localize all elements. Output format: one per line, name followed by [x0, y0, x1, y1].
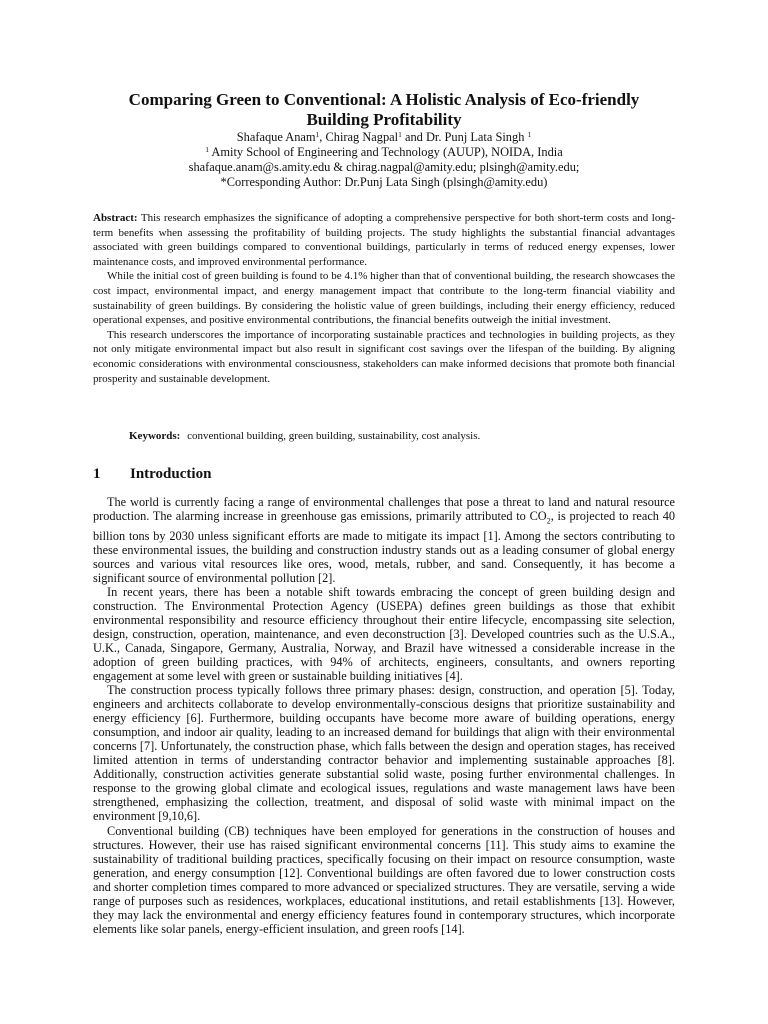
subscript: 2: [546, 516, 551, 526]
section-heading: [93, 465, 211, 483]
abstract-block: [93, 211, 675, 386]
body-paragraph: In recent years, there has been a notable shift towards embracing the concept of green building design and construction. The Environmental Protection Agency (USEPA) defines green buildings as those that exhibit environmental responsibility and resource efficiency throughout their entire lifecycle, encompassing site selection, design, construction, operation, maintenance, and even deconstruction [3]. Developed countries such as the U.S.A., U.K., Canada, Singapore, Germany, Australia, Norway, and Brazil have witnessed a considerable increase in the adoption of green building practices, with 94% of architects, engineers, consultants, and owners reporting engagement at some level with green or sustainable building initiatives [4].: [93, 584, 675, 684]
paper-title: [96, 90, 672, 130]
author-separator: and: [401, 130, 426, 144]
affiliation-text: Amity School of Engineering and Technology (AUUP), NOIDA, India: [209, 145, 563, 159]
introduction-body: [93, 495, 675, 936]
body-text: , is projected to reach 40 billion tons by 2030 unless significant efforts are made to mitigate its impact [1]. Among the sectors contributing to these environmental issues, the building and construction industry stands out as a leading consumer of global energy sources and various vital resources like ores, wood, metals, rubber, and sand. Consequently, it has become a significant source of environmental pollution [2].: [93, 509, 675, 585]
author-separator: ,: [319, 130, 326, 144]
keywords-line: [129, 429, 480, 443]
title-line-1: Comparing Green to Conventional: A Holistic Analysis of Eco-friendly: [128, 90, 640, 109]
affiliation-marker: 1: [205, 145, 210, 154]
paper-header: [96, 90, 672, 190]
author-line: [96, 130, 672, 145]
abstract-paragraph: This research underscores the importance of incorporating sustainable practices and technologies in building projects, as they not only mitigate environmental impact but also result in significant cost savings over the lifespan of the building. By aligning economic considerations with environmental consciousness, stakeholders can make informed decisions that promote both financial prosperity and sustainable development.: [93, 328, 675, 385]
section-title: Introduction: [130, 466, 212, 482]
affiliation-marker: 1: [398, 130, 402, 139]
body-paragraph: The construction process typically follows three primary phases: design, construction, and operation [5]. Today, engineers and architects collaborate to develop environmentally-conscious designs that prioritize sustainability and energy efficiency [6]. Furthermore, building occupants have become more aware of building operations, energy consumption, and indoor air quality, leading to an increased demand for buildings that align with their environmental concerns [7]. Unfortunately, the construction phase, which falls between the design and operation stages, has received limited attention in terms of understanding contractor behavior and implementing sustainable approaches [8]. Additionally, construction activities generate substantial solid waste, posing further environmental challenges. In response to the growing global climate and ecological issues, regulations and waste management laws have been strengthened, emphasizing the collection, treatment, and disposal of solid waste with minimal impact on the environment [9,10,6].: [93, 683, 675, 824]
affiliation-line: [96, 145, 672, 160]
corresponding-author-line: *Corresponding Author: Dr.Punj Lata Singh (plsingh@amity.edu): [220, 175, 548, 189]
email-line: shafaque.anam@s.amity.edu & chirag.nagpal@amity.edu; plsingh@amity.edu;: [188, 160, 580, 174]
abstract-paragraph: [93, 211, 675, 269]
abstract-paragraph: While the initial cost of green building is found to be 4.1% higher than that of conventional building, the research showcases the cost impact, environmental impact, and energy management impact that contribute to the long-term financial viability and sustainability of green buildings. By considering the holistic value of green buildings, including their energy efficiency, reduced operational expenses, and positive environmental contributions, the financial benefits outweigh the initial investment.: [93, 270, 675, 327]
body-paragraph: Conventional building (CB) techniques have been employed for generations in the construction of houses and structures. However, their use has raised significant environmental concerns [11]. This study aims to examine the sustainability of traditional building practices, specifically focusing on their impact on resource consumption, waste generation, and energy consumption [12]. Conventional buildings are often favored due to lower construction costs and shorter completion times compared to more advanced or specialized structures. They are versatile, serving a wide range of purposes such as residences, workplaces, educational institutions, and retail establishments [13]. However, they may lack the environmental and energy efficiency features found in contemporary structures, which incorporate elements like solar panels, energy-efficient insulation, and green roofs [14].: [93, 823, 675, 936]
affiliation-marker: 1: [315, 130, 320, 139]
author-name: Dr. Punj Lata Singh: [425, 130, 525, 144]
body-text: The world is currently facing a range of environmental challenges that pose a threat to land and natural resource production. The alarming increase in greenhouse gas emissions, primarily attributed to CO: [93, 495, 675, 524]
author-name: Chirag Nagpal: [325, 130, 399, 144]
abstract-label: Abstract:: [93, 212, 138, 224]
author-name: Shafaque Anam: [236, 130, 316, 144]
title-line-2: Building Profitability: [306, 110, 462, 129]
abstract-text: This research emphasizes the significance of adopting a comprehensive perspective for both short-term costs and long-term benefits when assessing the profitability of building projects. The study highlights the substantial financial advantages associated with green buildings compared to conventional buildings, particularly in terms of reduced energy expenses, lower maintenance costs, and improved environmental performance.: [93, 212, 675, 268]
body-paragraph: [93, 495, 675, 585]
section-number: 1: [93, 466, 101, 482]
keywords-label: Keywords:: [129, 430, 181, 442]
affiliation-marker: 1: [527, 130, 532, 139]
keywords-text: conventional building, green building, sustainability, cost analysis.: [187, 430, 481, 442]
